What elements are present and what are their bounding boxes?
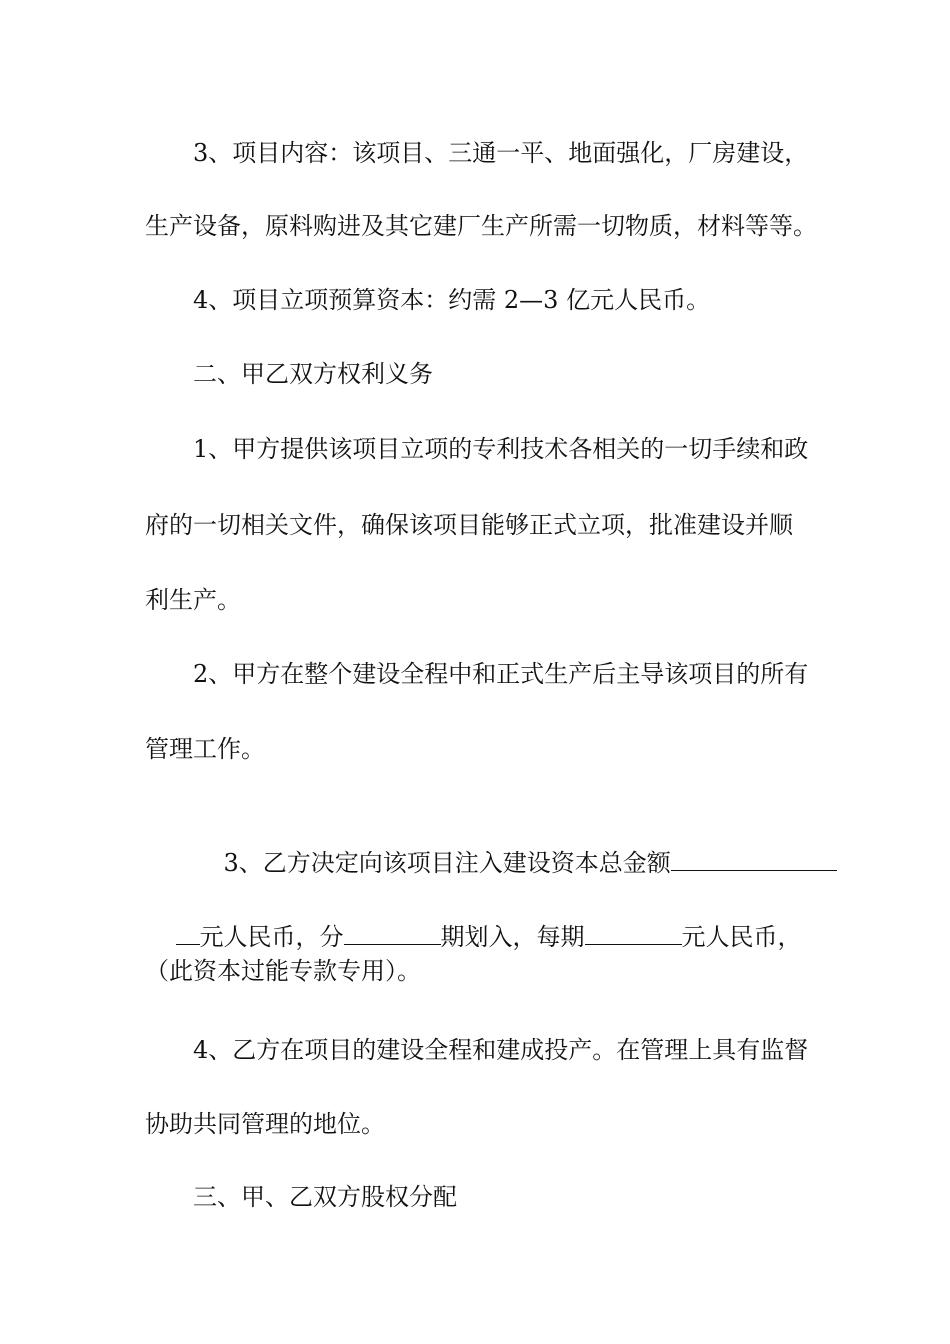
blank-per-installment-field <box>585 920 682 945</box>
section-heading: 三、甲、乙双方股权分配 <box>193 1183 457 1211</box>
line-text: 3、乙方决定向该项目注入建设资本总金额 <box>223 849 671 877</box>
paragraph-line: 4、项目立项预算资本：约需 2—3 亿元人民币。 <box>193 286 711 314</box>
blank-installments-field <box>344 920 441 945</box>
paragraph-line: 管理工作。 <box>145 735 265 763</box>
paragraph-line: 协助共同管理的地位。 <box>145 1110 385 1138</box>
paragraph-line: 2、甲方在整个建设全程中和正式生产后主导该项目的所有 <box>193 660 809 688</box>
blank-amount-field <box>671 846 837 871</box>
paragraph-line <box>193 803 813 877</box>
line-text: 元人民币，分 <box>199 923 344 951</box>
paragraph-line: （此资本过能专款专用）。 <box>145 957 421 985</box>
line-text: 元人民币， <box>681 923 802 951</box>
paragraph-line: 1、甲方提供该项目立项的专利技术各相关的一切手续和政 <box>193 435 809 463</box>
paragraph-line <box>145 877 815 951</box>
paragraph-line: 3、项目内容：该项目、三通一平、地面强化，厂房建设， <box>193 139 809 167</box>
line-text: 期划入，每期 <box>440 923 585 951</box>
paragraph-line: 府的一切相关文件，确保该项目能够正式立项，批准建设并顺 <box>145 511 793 539</box>
paragraph-line: 生产设备，原料购进及其它建厂生产所需一切物质，材料等等。 <box>145 212 817 240</box>
paragraph-line: 利生产。 <box>145 586 241 614</box>
blank-amount-field-continued <box>176 920 200 945</box>
paragraph-line: 4、乙方在项目的建设全程和建成投产。在管理上具有监督 <box>193 1036 809 1064</box>
section-heading: 二、甲乙双方权利义务 <box>193 360 433 388</box>
